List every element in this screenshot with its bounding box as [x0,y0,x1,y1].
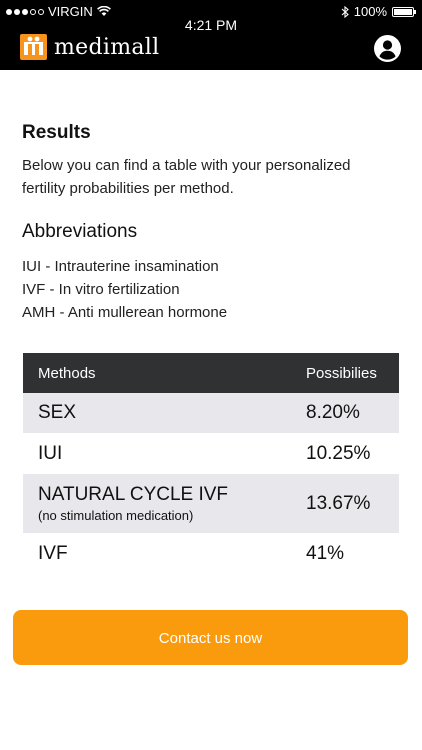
abbreviation-item: IUI - Intrauterine insamination [22,258,219,275]
abbreviation-item: IVF - In vitro fertilization [22,281,180,298]
status-bar [0,0,422,33]
signal-strength-icon [6,9,44,15]
brand[interactable] [20,34,159,60]
row-value: 41% [306,543,345,564]
row-value: 8.20% [306,402,360,423]
carrier-name: VIRGIN [48,4,93,19]
status-time: 4:21 PM [184,17,238,33]
header-possibilities: Possibilies [306,365,377,382]
probability-table [23,353,399,575]
abbreviations-heading: Abbreviations [22,221,138,242]
results-heading: Results [22,122,91,143]
wifi-icon [97,6,111,17]
row-method: IVF [38,543,68,564]
bluetooth-icon [341,6,349,18]
status-right [341,4,414,19]
battery-percent: 100% [353,4,387,19]
header-methods: Methods [38,365,96,382]
abbreviation-item: AMH - Anti mullerean hormone [22,304,228,321]
table-row [23,533,399,575]
row-method: SEX [38,402,77,423]
table-header [23,353,399,393]
medimall-logo-icon [20,34,47,60]
table-row [23,474,399,533]
contact-us-button[interactable]: Contact us now [13,610,408,665]
row-method-note: (no stimulation medication) [38,508,194,523]
table-row [23,393,399,433]
table-row [23,433,399,474]
results-intro: Below you can find a table with your personalized fertility probabilities per method. [22,157,351,197]
brand-name: medimall [54,34,160,60]
abbreviations-list [22,255,227,324]
row-method: NATURAL CYCLE IVF [38,484,229,505]
account-circle-icon[interactable] [374,35,401,62]
row-method-block [38,484,228,523]
battery-icon [392,7,414,17]
row-value: 10.25% [306,443,371,464]
row-value: 13.67% [306,493,371,514]
row-method: IUI [38,443,63,464]
app-header [0,0,422,70]
